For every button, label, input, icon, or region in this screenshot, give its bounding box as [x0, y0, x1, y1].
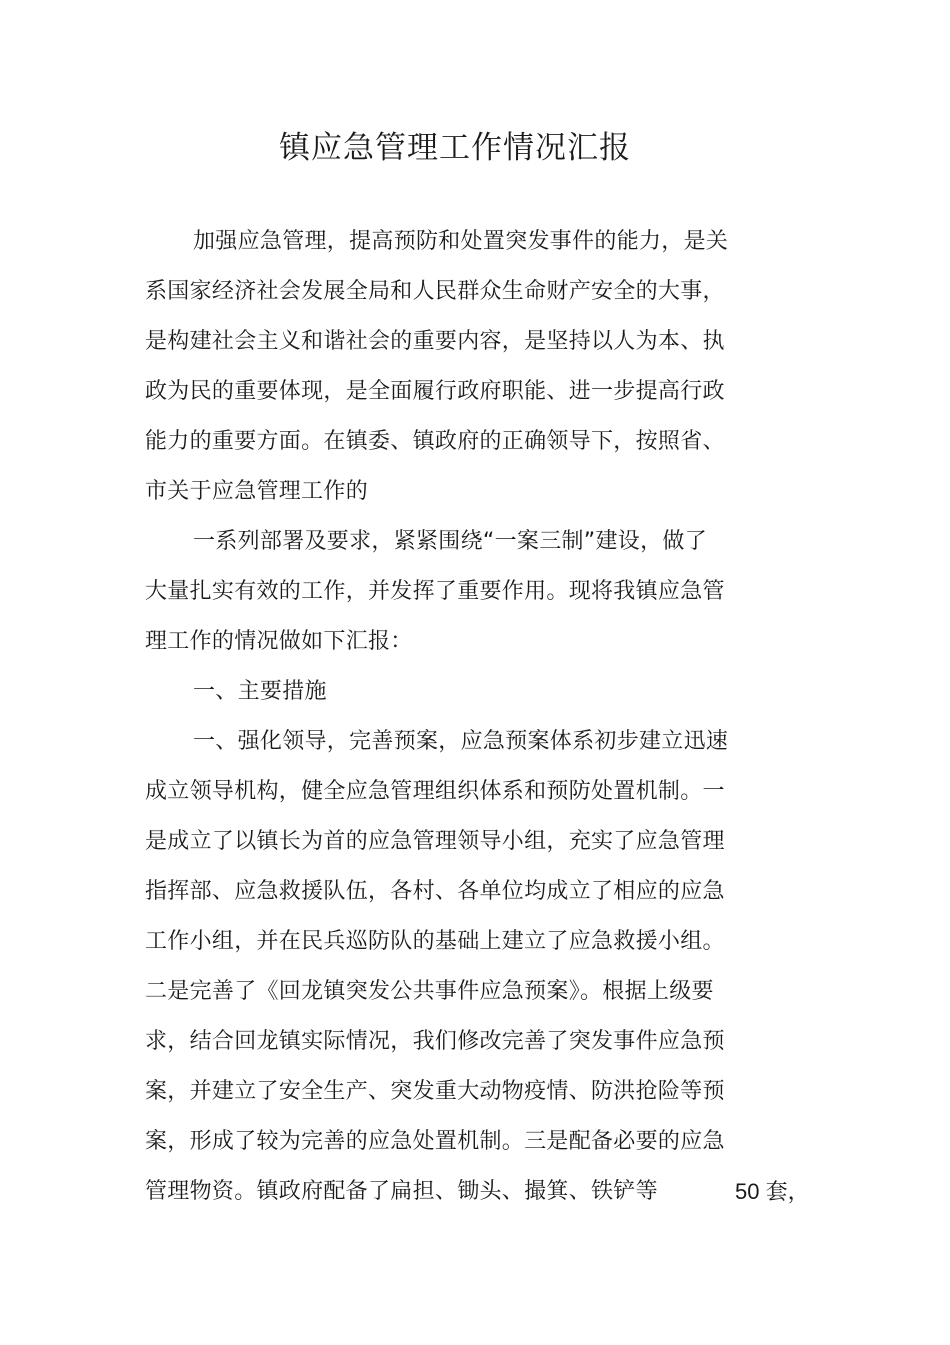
paragraph-line: 大量扎实有效的工作，并发挥了重要作用。现将我镇应急管: [145, 579, 725, 604]
paragraph-line: 案，形成了较为完善的应急处置机制。三是配备必要的应急: [145, 1129, 725, 1154]
paragraph-line: 能力的重要方面。在镇委、镇政府的正确领导下，按照省、: [145, 429, 725, 454]
paragraph-line: 工作小组，并在民兵巡防队的基础上建立了应急救援小组。: [145, 929, 725, 954]
paragraph-line: 是成立了以镇长为首的应急管理领导小组，充实了应急管理: [145, 829, 725, 854]
paragraph-line: 成立领导机构，健全应急管理组织体系和预防处置机制。一: [145, 779, 725, 804]
paragraph-line: 是构建社会主义和谐社会的重要内容，是坚持以人为本、执: [145, 329, 725, 354]
paragraph-line: 一系列部署及要求，紧紧围绕“一案三制”建设，做了: [193, 529, 707, 554]
paragraph-line: 求，结合回龙镇实际情况，我们修改完善了突发事件应急预: [145, 1029, 725, 1054]
paragraph-line: 管理物资。镇政府配备了扁担、锄头、撮箕、铁铲等: [145, 1179, 658, 1204]
paragraph-line-tail: 50 套，: [735, 1179, 810, 1204]
paragraph-line: 市关于应急管理工作的: [145, 479, 369, 504]
paragraph-line: 案，并建立了安全生产、突发重大动物疫情、防洪抢险等预: [145, 1079, 725, 1104]
paragraph-line: 加强应急管理，提高预防和处置突发事件的能力，是关: [193, 229, 729, 254]
paragraph-line: 理工作的情况做如下汇报：: [145, 629, 413, 654]
paragraph-line: 一、强化领导，完善预案，应急预案体系初步建立迅速: [193, 729, 729, 754]
paragraph-line: 政为民的重要体现，是全面履行政府职能、进一步提高行政: [145, 379, 725, 404]
paragraph-line: 指挥部、应急救援队伍，各村、各单位均成立了相应的应急: [145, 879, 725, 904]
section-heading: 一、主要措施: [193, 679, 327, 704]
document-title: 镇应急管理工作情况汇报: [279, 130, 631, 166]
paragraph-line: 系国家经济社会发展全局和人民群众生命财产安全的大事，: [145, 279, 725, 304]
paragraph-line: 二是完善了《回龙镇突发公共事件应急预案》。根据上级要: [145, 979, 714, 1004]
